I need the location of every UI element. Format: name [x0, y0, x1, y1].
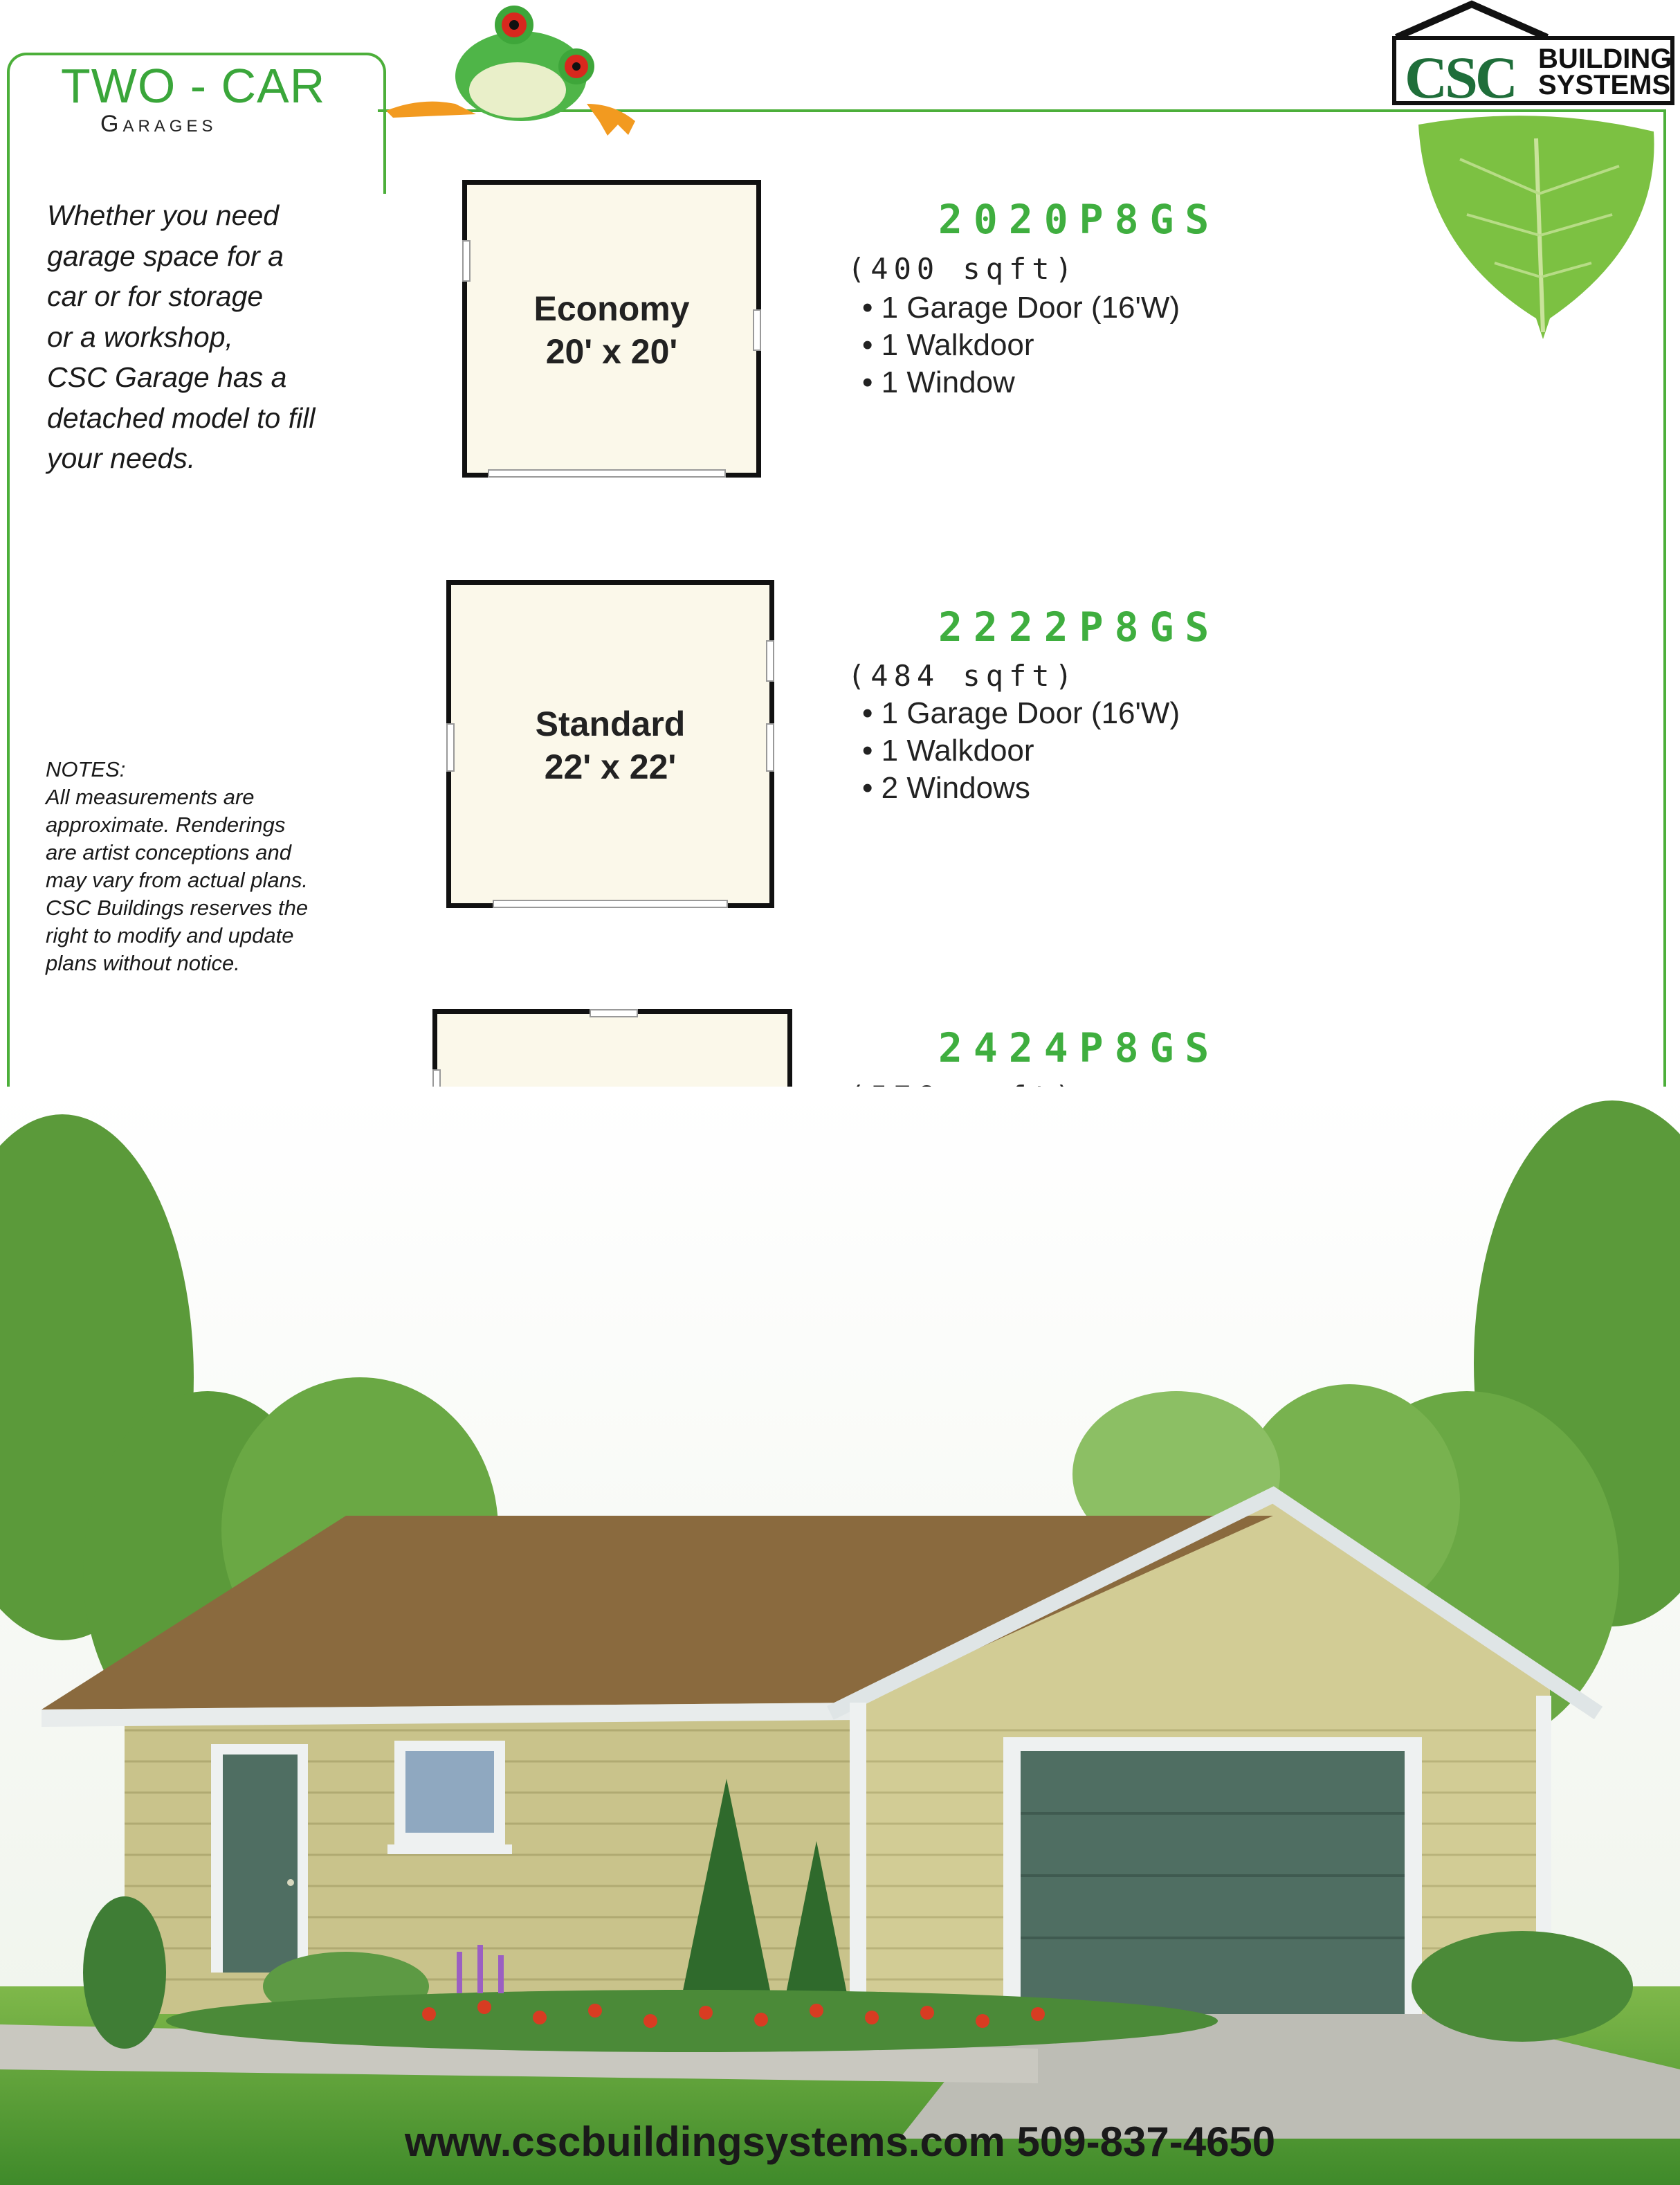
feature-item: • 1 Garage Door (16'W): [862, 695, 1180, 732]
walkdoor-icon: [462, 240, 471, 282]
model-sqft-standard: (484 sqft): [848, 659, 1078, 693]
model-sqft-economy: (400 sqft): [848, 252, 1078, 286]
window-icon: [766, 723, 774, 772]
frame-left-line: [7, 166, 10, 1087]
logo-words: BUILDING SYSTEMS: [1538, 44, 1672, 100]
model-code-premium: 2424P8GS: [938, 1024, 1221, 1071]
logo-mark: CSC: [1405, 44, 1516, 111]
plan-label-economy: [467, 287, 756, 373]
feature-item: • 1 Window: [862, 364, 1180, 401]
page-subtitle: Garages: [100, 111, 217, 137]
garage-door-opening: [493, 900, 728, 908]
window-icon: [590, 1009, 638, 1017]
garage-door-opening: [488, 469, 726, 478]
plan-name: Economy: [533, 289, 690, 328]
feature-list-economy: [862, 289, 1180, 401]
csc-logo: [1392, 36, 1674, 111]
plan-size: 22' x 22': [544, 747, 677, 786]
floor-plan-standard: [446, 580, 774, 908]
model-code-economy: 2020P8GS: [938, 196, 1221, 243]
leaf-illustration: [1405, 111, 1668, 346]
window-icon: [446, 723, 455, 772]
plan-size: 20' x 20': [545, 332, 678, 371]
window-icon: [753, 309, 761, 351]
intro-text: Whether you need garage space for a car or for storage or a workshop, CSC Garage has a detached model to fill your needs.: [47, 199, 316, 474]
frog-illustration: [379, 0, 656, 138]
page-title: TWO - CAR: [61, 59, 326, 113]
footer-contact: www.cscbuildingsystems.com 509-837-4650: [404, 2119, 1276, 2165]
floor-plan-economy: [462, 180, 761, 478]
plan-label-standard: [451, 702, 769, 788]
logo-roof-icon: [1392, 0, 1551, 39]
feature-item: • 2 Windows: [862, 770, 1180, 807]
walkdoor-icon: [766, 640, 774, 682]
model-code-standard: 2222P8GS: [938, 604, 1221, 651]
feature-list-standard: [862, 695, 1180, 807]
feature-item: • 1 Garage Door (16'W): [862, 289, 1180, 327]
garage-rendering: [0, 1087, 1680, 2185]
feature-item: • 1 Walkdoor: [862, 327, 1180, 364]
feature-item: • 1 Walkdoor: [862, 732, 1180, 770]
plan-name: Standard: [535, 705, 686, 743]
notes-text: NOTES: All measurements are approximate. Renderings are artist conceptions and may vary from actual plans. CSC Buildings reserves the right to modify and update plans without notice.: [46, 757, 309, 975]
